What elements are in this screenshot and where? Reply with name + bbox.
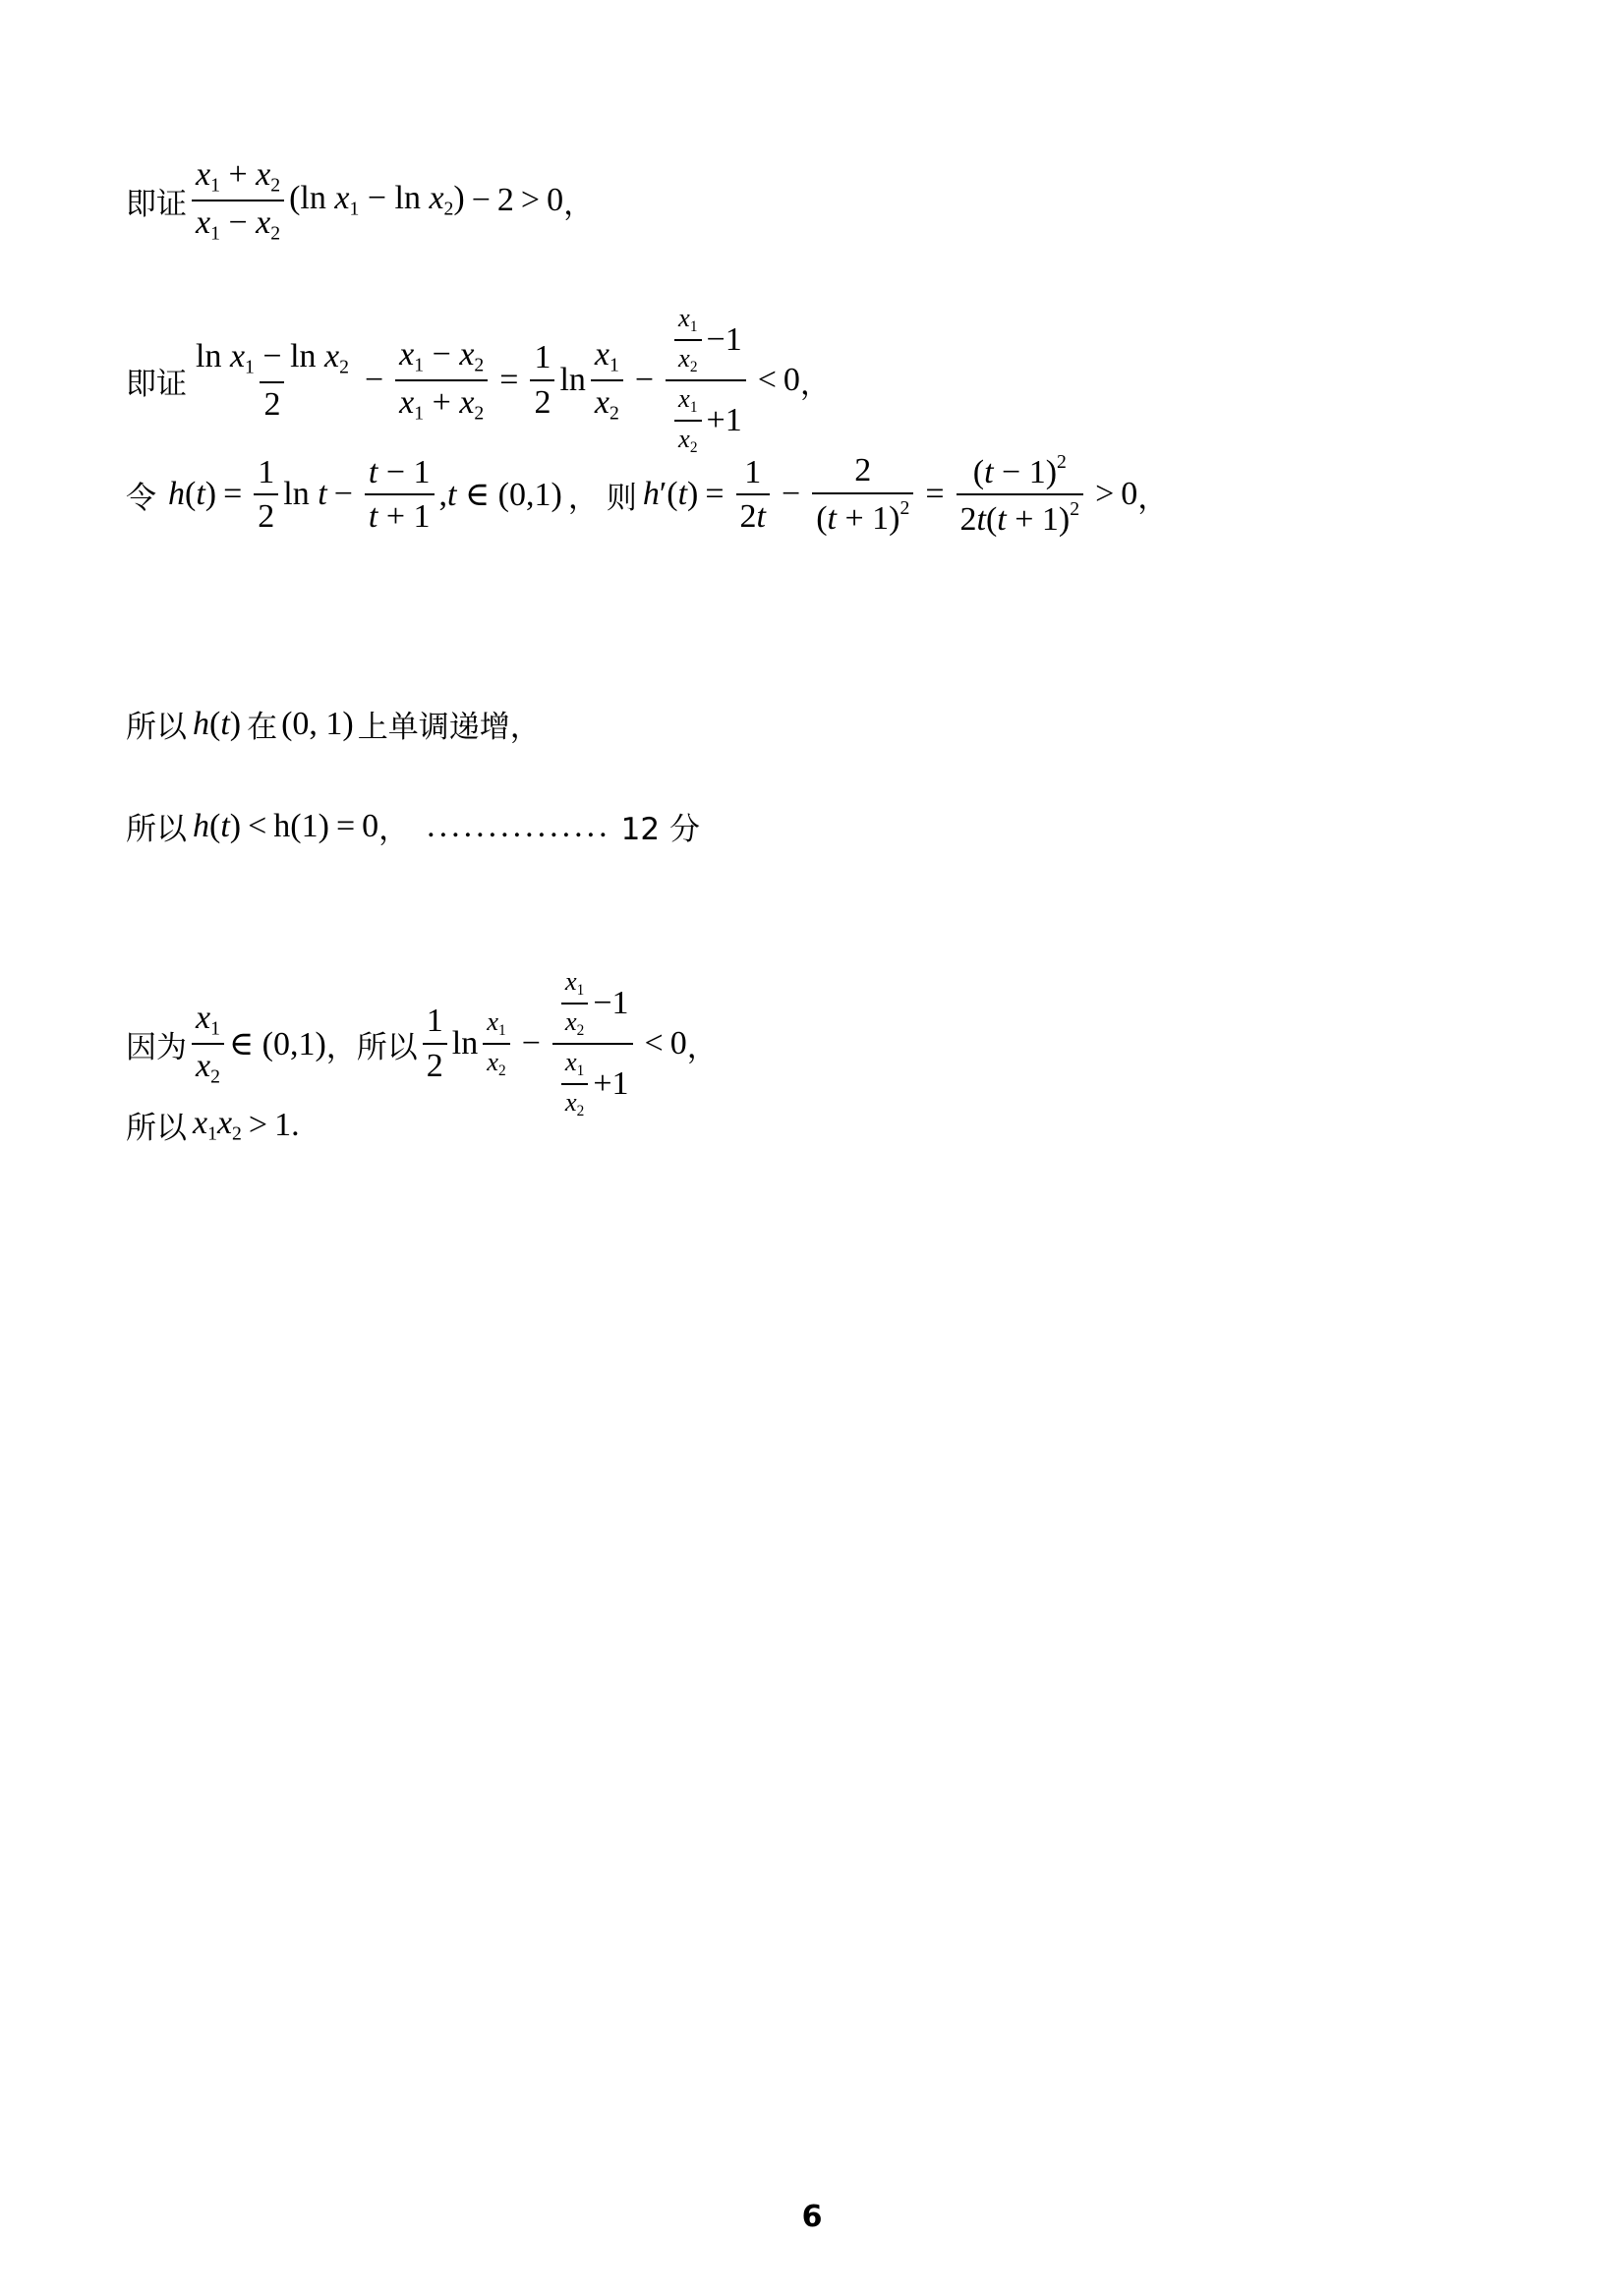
- prefix-text: 所以: [126, 1111, 187, 1146]
- fraction-log-diff-over-2: $\frac{\ln x_1 - \ln x_2}{2}$: [196, 337, 349, 423]
- prefix-text: 即证: [126, 186, 187, 222]
- fraction-diff-over-sum: $\frac{x_1 - x_2}{x_1 + x_2}$: [395, 337, 488, 424]
- proof-line-2: 即证 $\frac{\ln x_1 - \ln x_2}{2}$ − $\frac{x_1 - x_2}{x_1 + x_2}$ = $\frac{1}{2}$ ln $\frac{x_1}{x_2}$ − $\frac{x_1}{x_2}$ −1 $\frac{x_1}{x_2}$ +1 < 0 ，: [126, 303, 831, 457]
- proof-line-3: 令 h(t) = $\frac{1}{2}$ ln t − $\frac{t - 1}{t + 1}$ ,t ∈ (0,1) ， 则 h′(t) = $\frac{1}{2t}$ − $\frac{2}{(t + 1)^2}$ = $\frac{(t - 1)^2}{2t(t + 1)^2}$ > 0 ，: [126, 451, 1169, 539]
- prefix-text: 即证: [126, 366, 187, 402]
- proof-line-7: 所以 $x_1x_2$ > 1 .: [126, 1104, 300, 1146]
- prefix-text: 所以: [126, 812, 187, 847]
- fraction-ratio: $\frac{x_1}{x_2}$: [591, 337, 623, 424]
- page-number: 6: [801, 2200, 823, 2234]
- compound-fraction: $\frac{x_1}{x_2}$ −1 $\frac{x_1}{x_2}$ +1: [552, 968, 633, 1119]
- function-h-of-t: h(t): [168, 476, 217, 513]
- prefix-text: 令: [126, 480, 156, 516]
- proof-line-1: 即证 $\frac{x_1 + x_2}{x_1 - x_2}$ (ln $x_1 - \ln x_2$) − 2 > 0 ，: [126, 156, 595, 245]
- compound-fraction: $\frac{x_1}{x_2}$ −1 $\frac{x_1}{x_2}$ +1: [666, 305, 746, 456]
- fraction-one-half: $\frac{1}{2}$: [530, 340, 554, 420]
- prefix-text: 所以: [126, 710, 187, 745]
- fraction-sum-over-diff: $\frac{x_1 + x_2}{x_1 - x_2}$: [192, 157, 284, 244]
- score-label: 12 分: [620, 812, 700, 847]
- prefix-text: 因为: [126, 1029, 187, 1065]
- log-difference: (ln $x_1 - \ln x_2$): [289, 180, 465, 220]
- proof-line-5: 所以 h(t) < h(1) = 0 ， ............... 12 分: [126, 804, 700, 848]
- leader-dots: ...............: [427, 807, 611, 844]
- proof-line-4: 所以 h(t) 在 (0, 1) 上单调递增，: [126, 702, 541, 746]
- derivative-h-of-t: h′(t): [642, 476, 699, 513]
- proof-line-6: 因为 $\frac{x_1}{x_2}$ ∈ (0,1) ，所以 $\frac{1}{2}$ ln $\frac{x_1}{x_2}$ − $\frac{x_1}{x_2}$ −1 $\frac{x_1}{x_2}$ +1 < 0 ，: [126, 966, 718, 1120]
